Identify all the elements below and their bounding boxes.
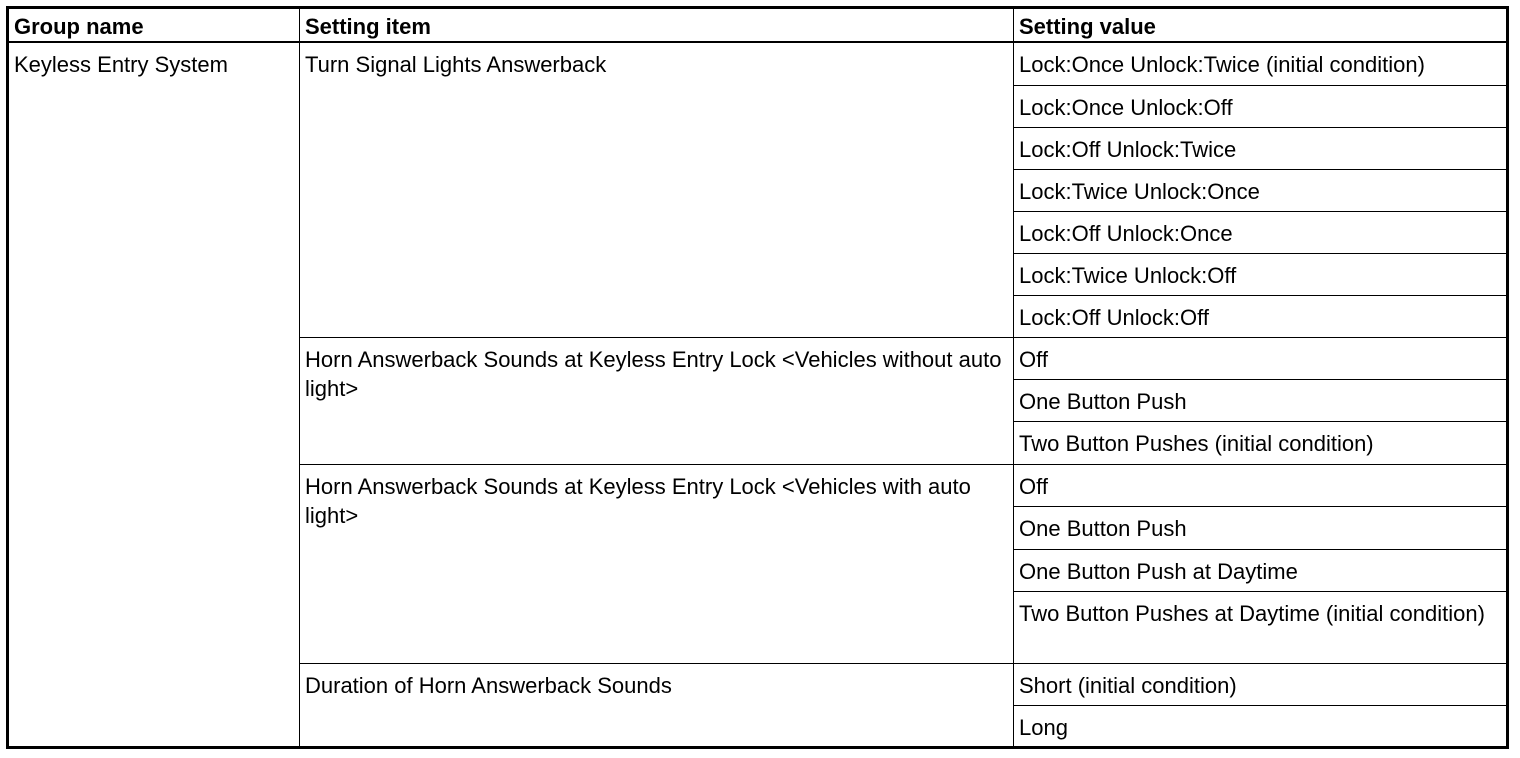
header-setting-value: Setting value — [1014, 8, 1508, 43]
setting-value-cell: Lock:Off Unlock:Off — [1014, 295, 1508, 337]
setting-value-cell: Long — [1014, 705, 1508, 747]
setting-item-cell: Duration of Horn Answerback Sounds — [300, 663, 1014, 747]
setting-value-cell: Two Button Pushes (initial condition) — [1014, 421, 1508, 464]
header-setting-item: Setting item — [300, 8, 1014, 43]
table-row — [8, 42, 1508, 85]
setting-item-cell: Horn Answerback Sounds at Keyless Entry Lock <Vehicles with auto light> — [300, 464, 1014, 663]
setting-value-cell: Lock:Twice Unlock:Off — [1014, 253, 1508, 295]
setting-value-cell: Two Button Pushes at Daytime (initial condition) — [1014, 591, 1508, 663]
setting-value-cell: Short (initial condition) — [1014, 663, 1508, 705]
header-row — [8, 8, 1508, 43]
header-group-name: Group name — [8, 8, 300, 43]
setting-value-cell: Off — [1014, 337, 1508, 379]
group-name-cell: Keyless Entry System — [8, 42, 300, 747]
settings-table — [6, 6, 1509, 749]
setting-item-cell: Turn Signal Lights Answerback — [300, 42, 1014, 337]
setting-value-cell: Off — [1014, 464, 1508, 506]
setting-value-cell: One Button Push — [1014, 506, 1508, 549]
setting-value-cell: Lock:Off Unlock:Twice — [1014, 127, 1508, 169]
setting-value-cell: Lock:Once Unlock:Twice (initial condition) — [1014, 42, 1508, 85]
setting-value-cell: Lock:Off Unlock:Once — [1014, 211, 1508, 253]
setting-value-cell: One Button Push — [1014, 379, 1508, 421]
setting-item-cell: Horn Answerback Sounds at Keyless Entry Lock <Vehicles without auto light> — [300, 337, 1014, 464]
setting-value-cell: One Button Push at Daytime — [1014, 549, 1508, 591]
setting-value-cell: Lock:Once Unlock:Off — [1014, 85, 1508, 127]
setting-value-cell: Lock:Twice Unlock:Once — [1014, 169, 1508, 211]
